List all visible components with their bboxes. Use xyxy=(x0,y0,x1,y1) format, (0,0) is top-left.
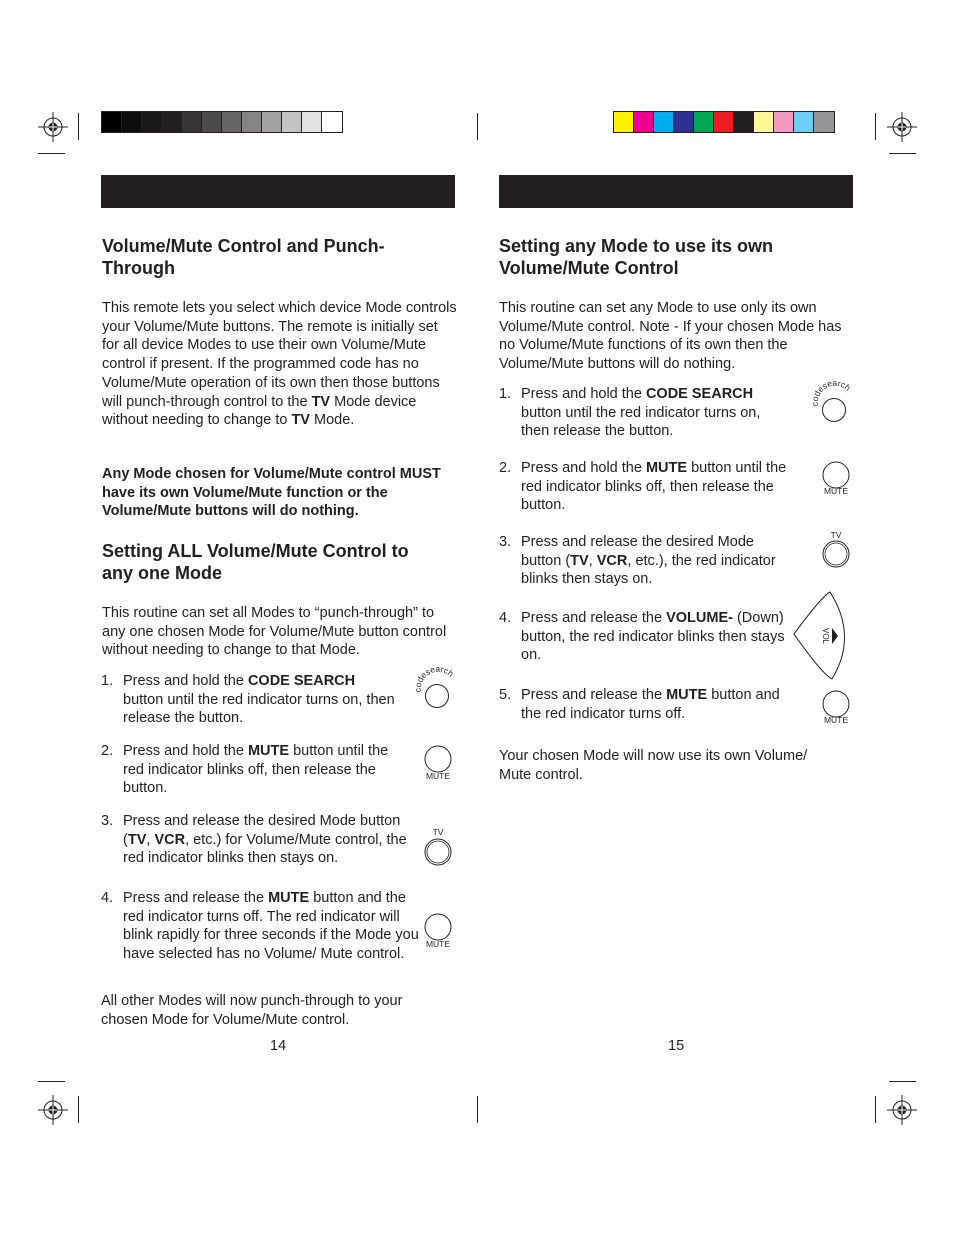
svg-text:VOL: VOL xyxy=(821,627,830,645)
color-swatch xyxy=(262,112,282,132)
crop-mark xyxy=(38,153,65,154)
svg-text:TV: TV xyxy=(830,530,842,540)
svg-text:TV: TV xyxy=(432,827,444,837)
left-subtitle: Setting ALL Volume/Mute Control to any one Mode xyxy=(102,541,409,583)
color-swatch xyxy=(242,112,262,132)
crop-mark xyxy=(875,113,876,140)
tv-button-icon xyxy=(418,825,458,869)
color-swatch xyxy=(694,112,714,132)
color-swatch xyxy=(674,112,694,132)
crop-mark xyxy=(889,1081,916,1082)
svg-text:codesearch: codesearch xyxy=(412,663,456,693)
color-swatch xyxy=(142,112,162,132)
color-swatch xyxy=(634,112,654,132)
svg-text:MUTE: MUTE xyxy=(425,771,451,781)
color-swatch xyxy=(182,112,202,132)
left-warning-paragraph: Any Mode chosen for Volume/Mute control MUST have its own Volume/Mute function or the Volume/Mute buttons will do nothing. xyxy=(102,466,441,520)
registration-mark-top-right xyxy=(887,112,917,142)
crop-mark xyxy=(78,1096,79,1123)
right-page-title: Setting any Mode to use its own Volume/Mute Control xyxy=(499,236,774,278)
color-swatch xyxy=(714,112,734,132)
color-swatch xyxy=(322,112,342,132)
left-page-title: Volume/Mute Control and Punch-Through xyxy=(102,236,385,278)
mute-button-icon xyxy=(816,459,856,499)
color-swatch xyxy=(282,112,302,132)
color-swatch xyxy=(754,112,774,132)
color-calibration-strip xyxy=(613,111,835,133)
svg-text:codesearch: codesearch xyxy=(809,377,853,407)
color-swatch xyxy=(654,112,674,132)
left-routine-paragraph: This routine can set all Modes to “punch-through” to any one chosen Mode for Volume/Mute button control without needing to change to that Mode. xyxy=(102,605,447,659)
color-swatch xyxy=(774,112,794,132)
crop-mark xyxy=(477,1096,478,1123)
svg-text:MUTE: MUTE xyxy=(823,486,849,496)
color-swatch xyxy=(814,112,834,132)
color-swatch xyxy=(734,112,754,132)
svg-text:MUTE: MUTE xyxy=(823,715,849,725)
volume-down-button-icon xyxy=(792,590,852,682)
left-header-bar xyxy=(101,175,455,208)
mute-button-icon xyxy=(418,910,458,950)
mute-button-icon xyxy=(418,742,458,782)
codesearch-button-icon xyxy=(412,663,460,712)
color-swatch xyxy=(222,112,242,132)
right-outro-paragraph: Your chosen Mode will now use its own Volume/ Mute control. xyxy=(499,748,808,783)
color-swatch xyxy=(614,112,634,132)
right-header-bar xyxy=(499,175,853,208)
right-intro-paragraph: This routine can set any Mode to use only its own Volume/Mute control. Note - If your chosen Mode has no Volume/Mute functions of its own then the Volume/Mute buttons will do nothing. xyxy=(499,300,842,373)
registration-mark-bottom-right xyxy=(887,1095,917,1125)
left-outro-paragraph: All other Modes will now punch-through to your chosen Mode for Volume/Mute control. xyxy=(101,993,403,1028)
crop-mark xyxy=(38,1081,65,1082)
svg-text:MUTE: MUTE xyxy=(425,939,451,949)
crop-mark xyxy=(875,1096,876,1123)
right-page-number: 15 xyxy=(668,1038,685,1054)
gray-calibration-strip xyxy=(101,111,343,133)
color-swatch xyxy=(162,112,182,132)
color-swatch xyxy=(202,112,222,132)
mute-button-icon xyxy=(816,688,856,728)
crop-mark xyxy=(477,113,478,140)
color-swatch xyxy=(302,112,322,132)
tv-button-icon xyxy=(816,528,856,572)
color-swatch xyxy=(794,112,814,132)
left-page-number: 14 xyxy=(270,1038,287,1054)
crop-mark xyxy=(78,113,79,140)
crop-mark xyxy=(889,153,916,154)
color-swatch xyxy=(122,112,142,132)
registration-mark-top-left xyxy=(38,112,68,142)
color-swatch xyxy=(102,112,122,132)
left-intro-paragraph: This remote lets you select which device Mode controls your Volume/Mute buttons. The remote is initially set for all device Modes to use their own Volume/Mute control if present. If the programmed code has no Volume/Mute operation of its own then those buttons will punch-through control to the TV Mode device without needing to change to TV Mode. xyxy=(102,300,457,429)
registration-mark-bottom-left xyxy=(38,1095,68,1125)
codesearch-button-icon xyxy=(809,377,857,426)
